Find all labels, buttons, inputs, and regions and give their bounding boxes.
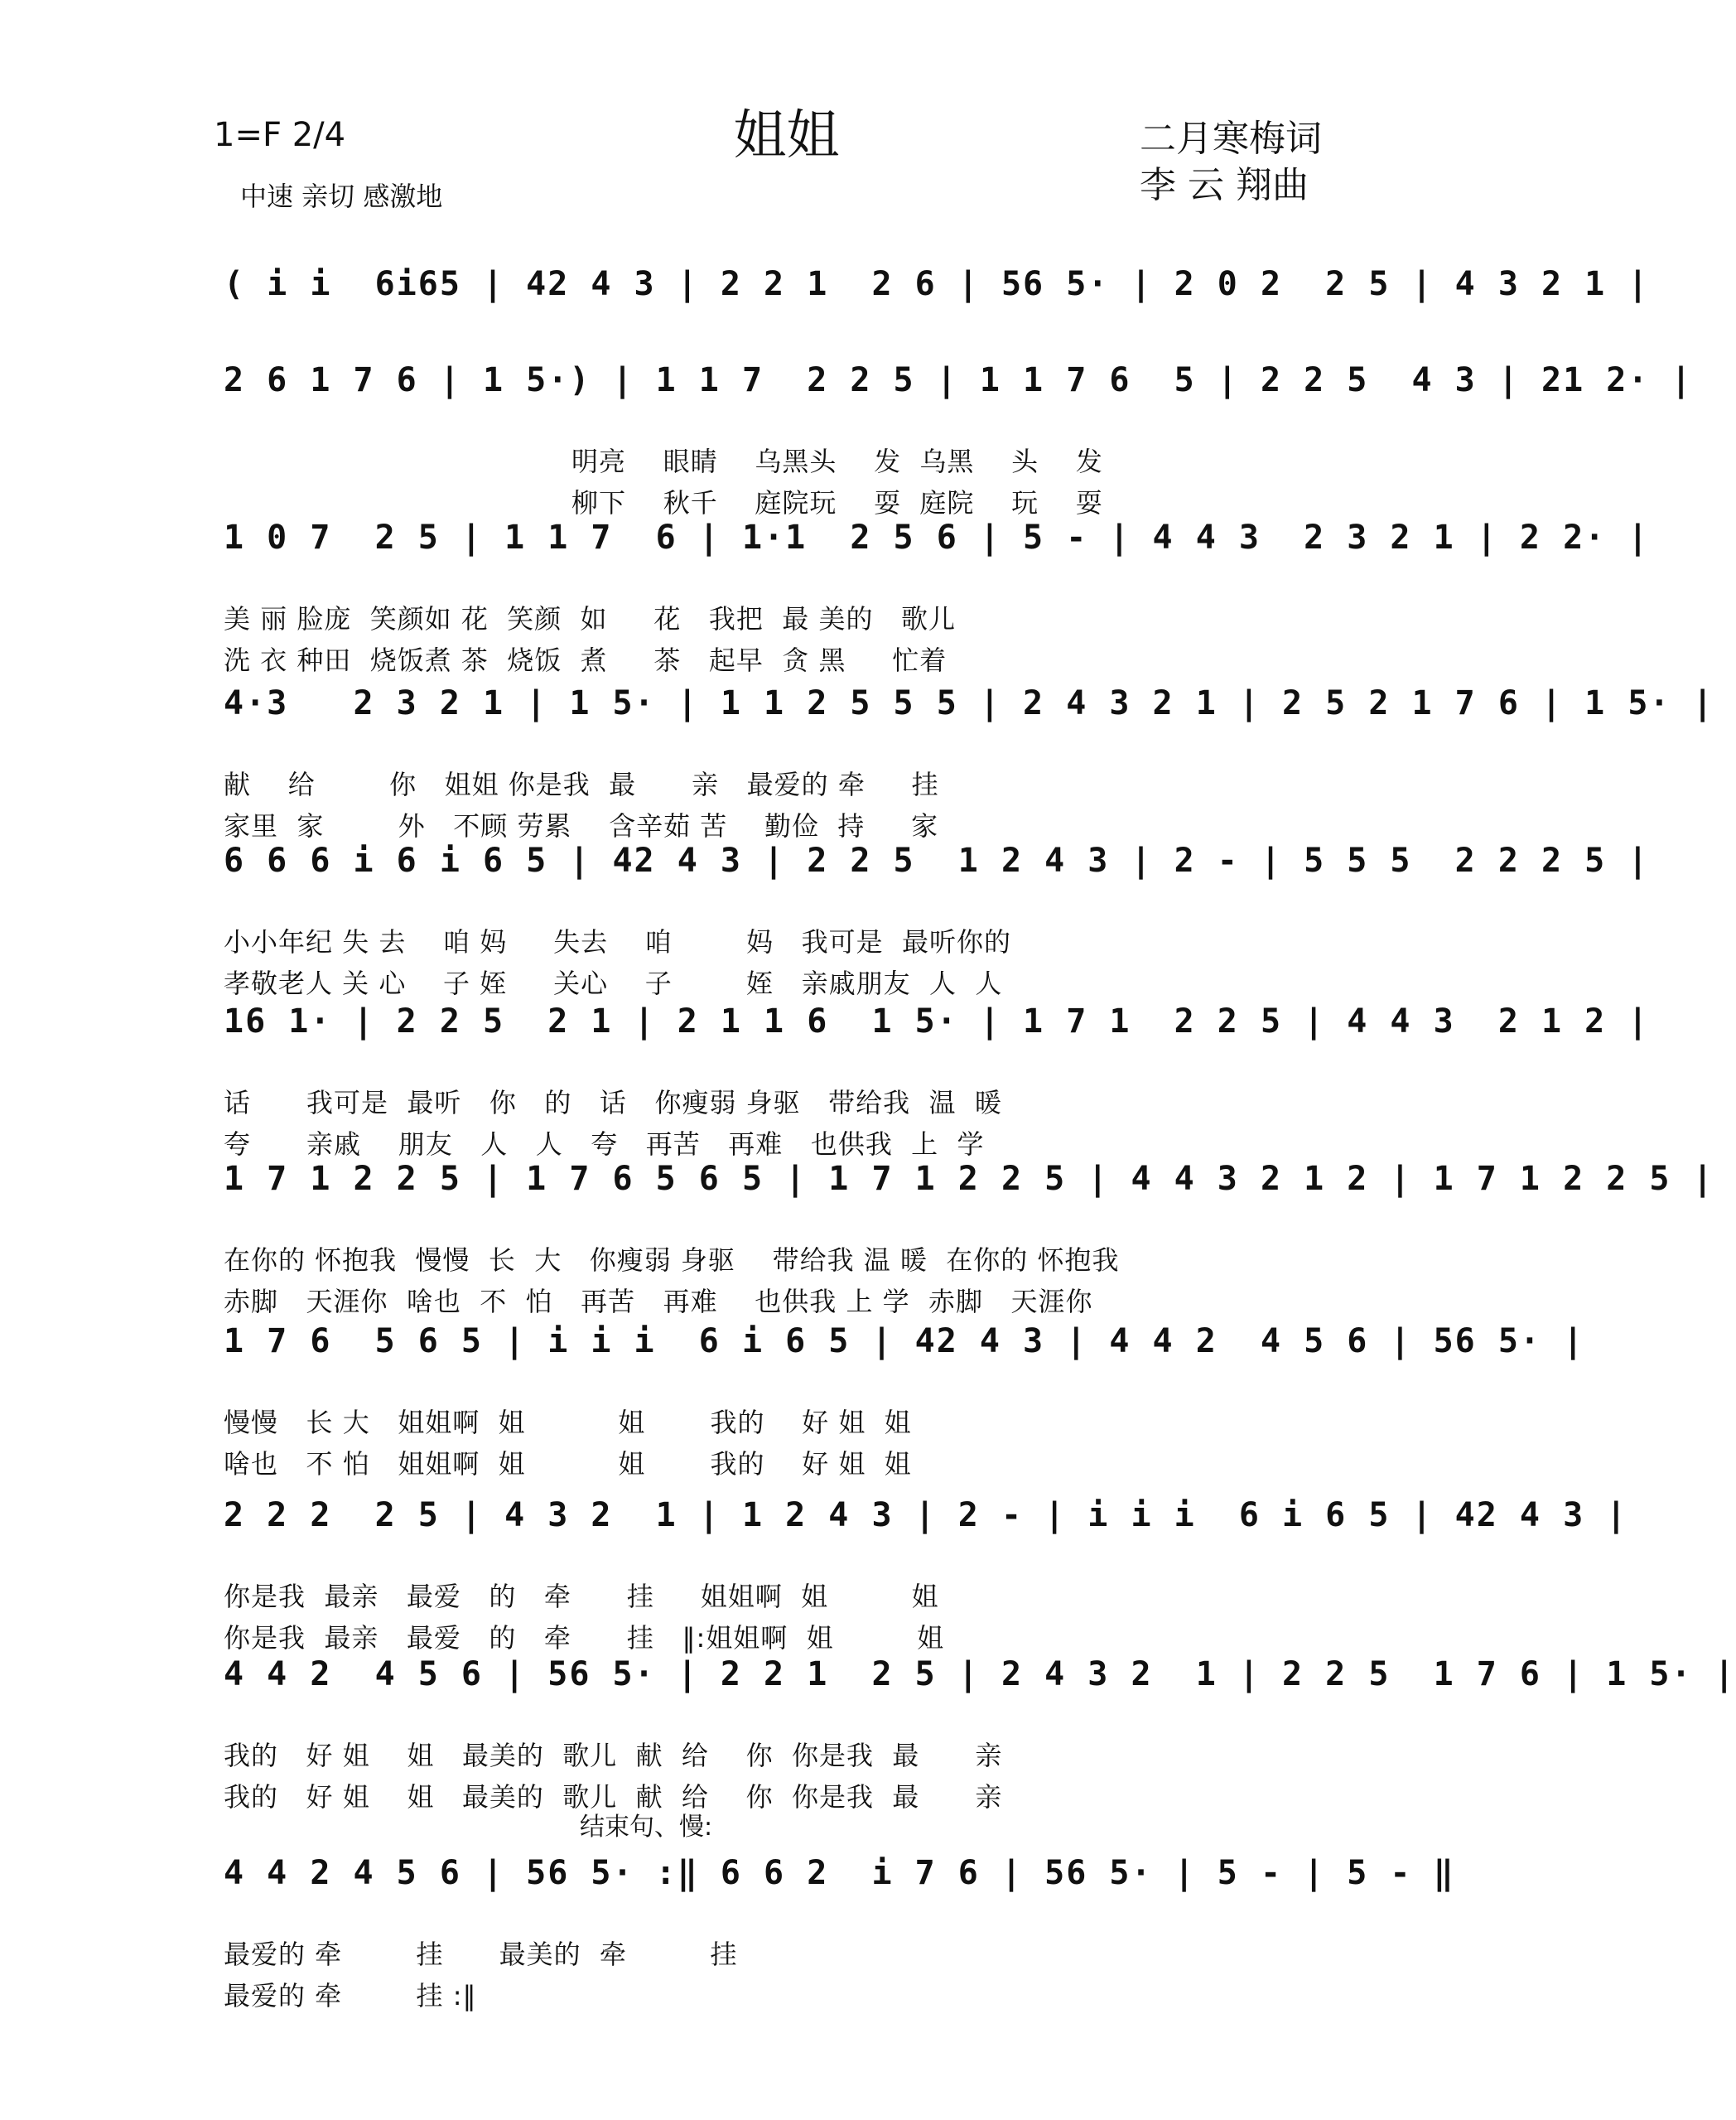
lyric-verse-2: 柳下 秋千 庭院玩 耍 庭院 玩 耍 <box>571 487 1103 519</box>
lyric-verse-2: 赤脚 天涯你 啥也 不 怕 再苦 再难 也供我 上 学 赤脚 天涯你 <box>224 1286 1093 1317</box>
notation-line: 2 2 2 2 5 | 4 3 2 1 | 1 2 4 3 | 2 - | i i i 6 i 6 5 | 42 4 3 | <box>224 1496 1628 1534</box>
lyric-verse-2: 啥也 不 怕 姐姐啊 姐 姐 我的 好 姐 姐 <box>224 1448 912 1480</box>
notation-line: 4·3 2 3 2 1 | 1 5· | 1 1 2 5 5 5 | 2 4 3 2 1 | 2 5 2 1 7 6 | 1 5· | <box>224 684 1714 722</box>
lyric-verse-1: 你是我 最亲 最爱 的 牵 挂 姐姐啊 姐 姐 <box>224 1581 939 1612</box>
lyric-verse-1: 最爱的 牵 挂 最美的 牵 挂 <box>224 1939 738 1970</box>
lyric-verse-1: 话 我可是 最听 你 的 话 你瘦弱 身驱 带给我 温 暖 <box>224 1087 1002 1118</box>
notation-line: 6 6 6 i 6 i 6 5 | 42 4 3 | 2 2 5 1 2 4 3 | 2 - | 5 5 5 2 2 2 5 | <box>224 842 1650 880</box>
lyric-verse-2: 家里 家 外 不顾 劳累 含辛茹 苦 勤俭 持 家 <box>224 810 939 842</box>
lyric-verse-2: 夸 亲戚 朋友 人 人 夸 再苦 再难 也供我 上 学 <box>224 1128 985 1160</box>
notation-line: 4 4 2 4 5 6 | 56 5· | 2 2 1 2 5 | 2 4 3 2 1 | 2 2 5 1 7 6 | 1 5· | <box>224 1655 1736 1693</box>
notation-line: 1 7 6 5 6 5 | i i i 6 i 6 5 | 42 4 3 | 4 4 2 4 5 6 | 56 5· | <box>224 1322 1585 1360</box>
credits <box>1140 116 1322 209</box>
lyric-verse-2: 孝敬老人 关 心 子 姪 关心 子 姪 亲戚朋友 人 人 <box>224 968 1003 999</box>
lyric-verse-1: 美 丽 脸庞 笑颜如 花 笑颜 如 花 我把 最 美的 歌儿 <box>224 603 956 635</box>
song-title: 姐姐 <box>733 105 840 167</box>
score-system-1 <box>224 265 1650 315</box>
notation-line: 4 4 2 4 5 6 | 56 5· :‖ 6 6 2 i 7 6 | 56 5· | 5 - | 5 - ‖ <box>224 1854 1455 1892</box>
ending-marking: 结束句、慢: <box>580 1813 713 1842</box>
lyric-verse-2: 洗 衣 种田 烧饭煮 茶 烧饭 煮 茶 起早 贪 黑 忙着 <box>224 645 948 676</box>
lyric-verse-2: 最爱的 牵 挂 :‖ <box>224 1980 477 2011</box>
lyric-verse-2: 我的 好 姐 姐 最美的 歌儿 献 给 你 你是我 最 亲 <box>224 1781 1003 1813</box>
score-system-6 <box>224 1002 1650 1168</box>
lyricist: 二月寒梅词 <box>1140 118 1322 160</box>
lyric-verse-2: 你是我 最亲 最爱 的 牵 挂 ‖:姐姐啊 姐 姐 <box>224 1622 945 1654</box>
lyric-verse-1: 献 给 你 姐姐 你是我 最 亲 最爱的 牵 挂 <box>224 769 939 800</box>
score-system-8 <box>224 1322 1585 1488</box>
lyric-verse-1: 慢慢 长 大 姐姐啊 姐 姐 我的 好 姐 姐 <box>224 1407 912 1438</box>
score-system-7 <box>224 1160 1714 1326</box>
score-system-9 <box>224 1496 1628 1662</box>
lyric-verse-1: 明亮 眼睛 乌黑头 发 乌黑 头 发 <box>571 446 1103 477</box>
notation-line: 1 7 1 2 2 5 | 1 7 6 5 6 5 | 1 7 1 2 2 5 | 4 4 3 2 1 2 | 1 7 1 2 2 5 | <box>224 1160 1714 1198</box>
notation-line: 1 0 7 2 5 | 1 1 7 6 | 1·1 2 5 6 | 5 - | 4 4 3 2 3 2 1 | 2 2· | <box>224 519 1650 557</box>
lyric-verse-1: 在你的 怀抱我 慢慢 长 大 你瘦弱 身驱 带给我 温 暖 在你的 怀抱我 <box>224 1244 1120 1276</box>
key-signature: 1=F 2/4 <box>214 116 346 154</box>
composer: 李 云 翔曲 <box>1140 164 1309 206</box>
score-system-11 <box>224 1854 1455 2020</box>
score-system-10 <box>224 1655 1736 1821</box>
tempo-marking: 中速 亲切 感激地 <box>240 181 443 212</box>
lyric-verse-1: 小小年纪 失 去 咱 妈 失去 咱 妈 我可是 最听你的 <box>224 926 1011 958</box>
score-system-4 <box>224 684 1714 850</box>
notation-line: ( i i 6i65 | 42 4 3 | 2 2 1 2 6 | 56 5· | 2 0 2 2 5 | 4 3 2 1 | <box>224 265 1650 303</box>
score-system-5 <box>224 842 1650 1007</box>
lyric-verse-1: 我的 好 姐 姐 最美的 歌儿 献 给 你 你是我 最 亲 <box>224 1740 1003 1771</box>
score-system-3 <box>224 519 1650 684</box>
notation-line: 16 1· | 2 2 5 2 1 | 2 1 1 6 1 5· | 1 7 1 2 2 5 | 4 4 3 2 1 2 | <box>224 1002 1650 1041</box>
notation-line: 2 6 1 7 6 | 1 5·) | 1 1 7 2 2 5 | 1 1 7 6 5 | 2 2 5 4 3 | 21 2· | <box>224 361 1693 399</box>
score-system-2 <box>224 361 1693 527</box>
